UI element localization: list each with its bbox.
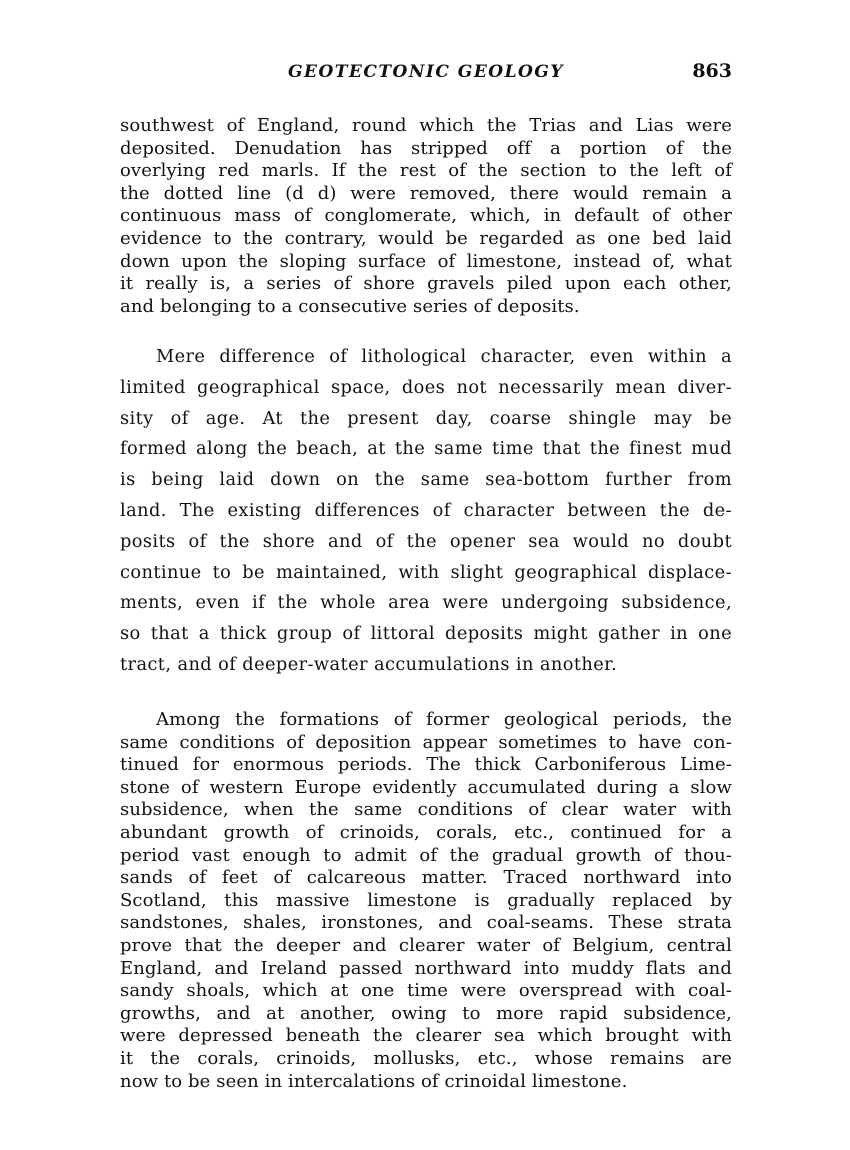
text-line: period vast enough to admit of the gradual growth of thou- [120,844,732,866]
text-line: abundant growth of crinoids, corals, etc., continued for a [120,821,732,843]
text-line: it the corals, crinoids, mollusks, etc., whose remains are [120,1047,732,1069]
text-line: same conditions of deposition appear sometimes to have con- [120,731,732,753]
text-line: prove that the deeper and clearer water of Belgium, central [120,934,732,956]
text-line: land. The existing differences of character between the de- [120,499,732,521]
text-line: down upon the sloping surface of limestone, instead of, what [120,250,732,272]
text-line: Mere difference of lithological character, even within a [156,346,732,367]
text-line: continuous mass of conglomerate, which, in default of other [120,205,732,227]
text-line: England, and Ireland passed northward into muddy flats and [120,957,732,979]
text-line: overlying red marls. If the rest of the section to the left of [120,160,732,182]
text-line: now to be seen in intercalations of crinoidal limestone. [120,1070,628,1092]
paragraph-1 [120,115,732,318]
text-line: sandstones, shales, ironstones, and coal-seams. These strata [120,912,732,934]
text-line: is being laid down on the same sea-bottom further from [120,469,732,491]
text-line: southwest of England, round which the Trias and Lias were [120,115,732,136]
text-line: deposited. Denudation has stripped off a portion of the [120,137,732,159]
text-line: stone of western Europe evidently accumulated during a slow [120,776,732,798]
text-line: sands of feet of calcareous matter. Traced northward into [120,867,732,889]
text-line: sandy shoals, which at one time were overspread with coal- [120,980,732,1002]
text-line: evidence to the contrary, would be regarded as one bed laid [120,227,732,249]
text-line: it really is, a series of shore gravels piled upon each other, [120,273,732,295]
text-line: sity of age. At the present day, coarse shingle may be [120,407,732,429]
text-line: posits of the shore and of the opener sea would no doubt [120,530,732,552]
text-line: the dotted line (d d) were removed, there would remain a [120,182,732,204]
text-line: and belonging to a consecutive series of deposits. [120,295,580,317]
text-line: ments, even if the whole area were undergoing subsidence, [120,592,732,614]
text-line: so that a thick group of littoral deposits might gather in one [120,623,732,645]
page-number: 863 [692,60,732,82]
text-line: growths, and at another, owing to more rapid subsidence, [120,1002,732,1024]
paragraph-3 [120,709,732,1093]
text-line: Among the formations of former geological periods, the [156,709,732,730]
text-line: were depressed beneath the clearer sea which brought with [120,1025,732,1047]
text-line: tinued for enormous periods. The thick Carboniferous Lime- [120,754,732,776]
paragraph-2 [120,342,732,681]
running-title: GEOTECTONIC GEOLOGY [287,62,565,82]
text-line: limited geographical space, does not necessarily mean diver- [120,376,732,398]
text-line: Scotland, this massive limestone is gradually replaced by [120,889,732,911]
running-head [120,62,732,88]
text-line: tract, and of deeper-water accumulations in another. [120,653,618,675]
text-line: subsidence, when the same conditions of clear water with [120,799,732,821]
text-line: continue to be maintained, with slight geographical displace- [120,561,732,583]
text-line: formed along the beach, at the same time that the finest mud [120,438,732,460]
